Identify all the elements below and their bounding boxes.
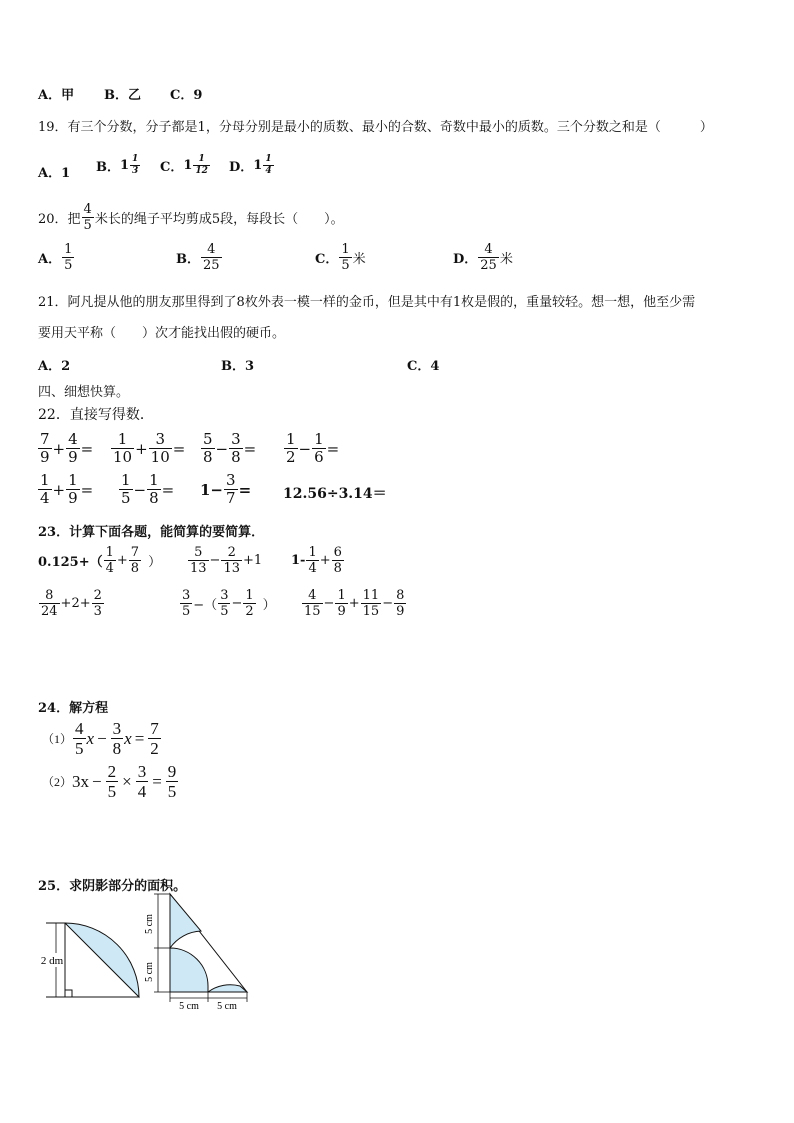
shaded-segment [65, 923, 139, 997]
q20-option-a: A． $\frac{1}{5}$ [38, 242, 73, 273]
q21-line2: 要用天平称（ ）次才能找出假的硬币。 [38, 326, 286, 341]
section-heading: 四、细想快算。 [38, 385, 130, 400]
q23-expr-4: $\frac{8}{24}$ +2+ $\frac{2}{3}$ [41, 588, 102, 619]
q19-text: 19．有三个分数，分子都是1，分母分别是最小的质数、最小的合数、奇数中最小的质数。三个分数之和是（ ） [38, 120, 713, 135]
q22-expr-5: $\frac{1}{4}$ + $\frac{1}{9}$ = [40, 471, 94, 507]
q22-expr-7: 1− $\frac{3}{7}$ = [200, 471, 252, 507]
q23-expr-1: 0.125+（ $\frac{1}{4}$ + $\frac{7}{8}$ ） [38, 545, 162, 576]
q19-option-c: C． 1 $\frac{1}{12}$ [160, 154, 208, 176]
q22-expr-3: $\frac{5}{8}$ − $\frac{3}{8}$ = [203, 430, 257, 466]
q23-expr-3: 1- $\frac{1}{4}$ + $\frac{6}{8}$ [291, 545, 342, 576]
q18-option-c: C．9 [170, 88, 203, 103]
q21-option-b: B．3 [221, 359, 255, 374]
q21-option-c: C．4 [407, 359, 440, 374]
q22-expr-8: 12.56÷3.14＝ [283, 486, 387, 502]
q18-option-a: A．甲 [38, 88, 75, 103]
q21-option-a: A．2 [38, 359, 71, 374]
q19-option-a: A．1 [38, 166, 71, 181]
q23-expr-6: $\frac{4}{15}$ − $\frac{1}{9}$ + $\frac{11}{15}$ − $\frac{8}{9}$ [304, 588, 405, 619]
q20-option-c: C． $\frac{1}{5}$ 米 [315, 242, 366, 273]
q23-title: 23．计算下面各题，能简算的要简算． [38, 525, 265, 540]
q24-title: 24．解方程 [38, 701, 109, 716]
dim-bottom-right: 5 cm [217, 1001, 237, 1012]
q22-expr-2: $\frac{1}{10}$ + $\frac{3}{10}$ = [113, 430, 186, 466]
figure-triangle-arcs [140, 880, 255, 1012]
q25-title: 25．求阴影部分的面积。 [38, 879, 187, 894]
q23-expr-5: $\frac{3}{5}$ −（ $\frac{3}{5}$ − $\frac{1}{2}$ ） [182, 588, 276, 619]
q24-equation-1: （1） $\frac{4}{5}$ x − $\frac{3}{8}$ x = $\frac{7}{2}$ [42, 719, 159, 758]
dim-left-top: 5 cm [144, 914, 155, 934]
q23-expr-2: $\frac{5}{13}$ − $\frac{2}{13}$ +1 [190, 545, 263, 576]
q22-title: 22．直接写得数． [38, 407, 154, 423]
q24-equation-2: （2） 3x − $\frac{2}{5}$ × $\frac{3}{4}$ = $\frac{9}{5}$ [42, 762, 177, 801]
dim-bottom-left: 5 cm [179, 1001, 199, 1012]
dim-left-bottom: 5 cm [144, 962, 155, 982]
q20-text: 20．把 $\frac{4}{5}$ 米长的绳子平均剪成5段，每段长（ ）。 [38, 202, 344, 233]
q21-line1: 21．阿凡提从他的朋友那里得到了8枚外表一模一样的金币，但是其中有1枚是假的，重量较轻。想一想，他至少需 [38, 295, 696, 310]
q22-expr-1: $\frac{7}{9}$ + $\frac{4}{9}$ = [40, 430, 94, 466]
q19-option-d: D． 1 $\frac{1}{4}$ [229, 154, 272, 176]
figure-quarter-circle [36, 910, 150, 1002]
q22-expr-6: $\frac{1}{5}$ − $\frac{1}{8}$ = [121, 471, 175, 507]
q19-option-b: B． 1 $\frac{1}{3}$ [96, 154, 139, 176]
q20-option-d: D． $\frac{4}{25}$ 米 [453, 242, 513, 273]
q20-option-b: B． $\frac{4}{25}$ [176, 242, 220, 273]
q22-expr-4: $\frac{1}{2}$ − $\frac{1}{6}$ = [286, 430, 340, 466]
q18-option-b: B．乙 [104, 88, 141, 103]
dim-label-2dm: 2 dm [40, 955, 64, 967]
